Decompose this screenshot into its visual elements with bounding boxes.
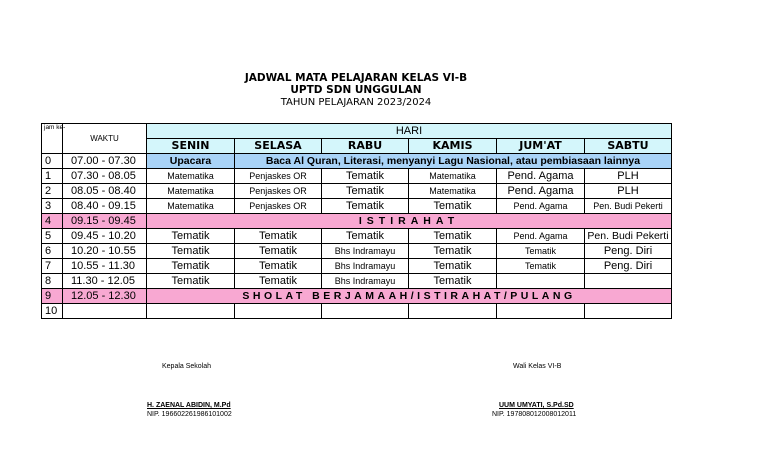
- period-number: 6: [42, 244, 63, 259]
- subject-cell: Pen. Budi Pekerti: [585, 229, 672, 244]
- day-header-kamis: KAMIS: [409, 139, 497, 154]
- subject-cell: Pen. Budi Pekerti: [585, 199, 672, 214]
- subject-cell: [235, 304, 322, 319]
- subject-cell: Tematik: [235, 259, 322, 274]
- subject-cell: Tematik: [147, 244, 235, 259]
- homeroom-teacher-name: UUM UMYATI, S.Pd.SD: [499, 402, 574, 409]
- break-row: [42, 214, 672, 229]
- break-label: ISTIRAHAT: [147, 214, 672, 229]
- period-number: 8: [42, 274, 63, 289]
- table-row: [42, 154, 672, 169]
- subject-cell: PLH: [585, 184, 672, 199]
- subject-cell: Tematik: [322, 184, 409, 199]
- subject-cell: Pend. Agama: [497, 169, 585, 184]
- subject-cell: Pend. Agama: [497, 229, 585, 244]
- table-row: [42, 244, 672, 259]
- subject-cell: [409, 304, 497, 319]
- subject-cell: Tematik: [409, 259, 497, 274]
- subject-cell: Tematik: [235, 229, 322, 244]
- subject-cell: Tematik: [322, 169, 409, 184]
- subject-cell: Penjaskes OR: [235, 169, 322, 184]
- homeroom-teacher-nip: NIP. 197808012008012011: [492, 411, 577, 418]
- subject-cell: Matematika: [147, 169, 235, 184]
- subject-cell: Matematika: [409, 184, 497, 199]
- subject-cell: Tematik: [322, 229, 409, 244]
- period-time: 12.05 - 12.30: [63, 289, 147, 304]
- subject-cell: [322, 304, 409, 319]
- subject-cell: Tematik: [235, 244, 322, 259]
- subject-cell: Tematik: [497, 244, 585, 259]
- subject-cell: Matematika: [409, 169, 497, 184]
- subject-cell: Peng. Diri: [585, 259, 672, 274]
- period-time: [63, 304, 147, 319]
- academic-year: TAHUN PELAJARAN 2023/2024: [280, 97, 432, 108]
- subject-cell: Tematik: [322, 199, 409, 214]
- period-time: 09.45 - 10.20: [63, 229, 147, 244]
- subject-cell: Matematika: [147, 184, 235, 199]
- table-row: [42, 184, 672, 199]
- subject-cell: Penjaskes OR: [235, 199, 322, 214]
- subject-cell: Tematik: [497, 259, 585, 274]
- hari-header: HARI: [147, 124, 672, 139]
- subject-cell: PLH: [585, 169, 672, 184]
- subject-cell: Bhs Indramayu: [322, 274, 409, 289]
- subject-cell: Tematik: [409, 274, 497, 289]
- subject-cell: Penjaskes OR: [235, 184, 322, 199]
- subject-cell: Tematik: [409, 229, 497, 244]
- period-time: 07.30 - 08.05: [63, 169, 147, 184]
- subject-cell: Peng. Diri: [585, 244, 672, 259]
- subject-cell: [497, 274, 585, 289]
- document-title: JADWAL MATA PELAJARAN KELAS VI-B: [244, 72, 468, 84]
- day-header-sabtu: SABTU: [585, 139, 672, 154]
- subject-cell: [147, 304, 235, 319]
- table-row: [42, 259, 672, 274]
- subject-cell: Tematik: [409, 199, 497, 214]
- subject-cell: [585, 304, 672, 319]
- principal-title: Kepala Sekolah: [162, 363, 212, 370]
- table-row: [42, 169, 672, 184]
- subject-cell: Pend. Agama: [497, 199, 585, 214]
- header-row-top: [42, 124, 672, 139]
- day-header-senin: SENIN: [147, 139, 235, 154]
- period-number: 0: [42, 154, 63, 169]
- upacara-cell: Upacara: [147, 154, 235, 169]
- principal-nip: NIP. 196602261986101002: [147, 411, 232, 418]
- subject-cell: Tematik: [147, 274, 235, 289]
- period-number: 10: [42, 304, 63, 319]
- day-header-jumat: JUM'AT: [497, 139, 585, 154]
- subject-cell: Bhs Indramayu: [322, 259, 409, 274]
- table-row: [42, 199, 672, 214]
- day-header-rabu: RABU: [322, 139, 409, 154]
- waktu-header: WAKTU: [63, 124, 147, 154]
- subject-cell: Tematik: [235, 274, 322, 289]
- school-name: UPTD SDN UNGGULAN: [290, 84, 422, 96]
- subject-cell: Pend. Agama: [497, 184, 585, 199]
- break-row: [42, 289, 672, 304]
- period-time: 10.20 - 10.55: [63, 244, 147, 259]
- subject-cell: Tematik: [147, 259, 235, 274]
- period-number: 3: [42, 199, 63, 214]
- period-time: 11.30 - 12.05: [63, 274, 147, 289]
- subject-cell: [585, 274, 672, 289]
- subject-cell: Matematika: [147, 199, 235, 214]
- period-time: 10.55 - 11.30: [63, 259, 147, 274]
- period-number: 4: [42, 214, 63, 229]
- period-time: 07.00 - 07.30: [63, 154, 147, 169]
- jam-header: jam ke-: [42, 124, 63, 154]
- period-number: 9: [42, 289, 63, 304]
- period-time: 09.15 - 09.45: [63, 214, 147, 229]
- table-row: [42, 229, 672, 244]
- period-number: 7: [42, 259, 63, 274]
- subject-cell: Tematik: [147, 229, 235, 244]
- schedule-table: [41, 123, 672, 319]
- habituation-activity-cell: Baca Al Quran, Literasi, menyanyi Lagu Nasional, atau pembiasaan lainnya: [235, 154, 672, 169]
- day-header-selasa: SELASA: [235, 139, 322, 154]
- subject-cell: [497, 304, 585, 319]
- period-number: 2: [42, 184, 63, 199]
- break-label: SHOLAT BERJAMAAH/ISTIRAHAT/PULANG: [147, 289, 672, 304]
- subject-cell: Bhs Indramayu: [322, 244, 409, 259]
- table-row: [42, 274, 672, 289]
- table-row: [42, 304, 672, 319]
- period-number: 1: [42, 169, 63, 184]
- homeroom-teacher-title: Wali Kelas VI-B: [513, 363, 562, 370]
- principal-name: H. ZAENAL ABIDIN, M.Pd: [147, 402, 231, 409]
- period-time: 08.05 - 08.40: [63, 184, 147, 199]
- subject-cell: Tematik: [409, 244, 497, 259]
- period-time: 08.40 - 09.15: [63, 199, 147, 214]
- period-number: 5: [42, 229, 63, 244]
